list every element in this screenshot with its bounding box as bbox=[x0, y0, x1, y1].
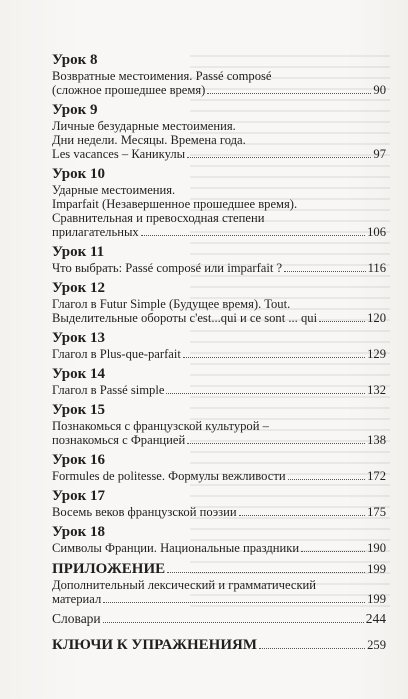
page-number: 97 bbox=[373, 147, 386, 161]
leader-dots bbox=[183, 357, 365, 358]
lesson-entry bbox=[52, 280, 386, 325]
toc-entry-line bbox=[52, 541, 386, 555]
leader-dots bbox=[103, 622, 364, 623]
lesson-title: Урок 16 bbox=[52, 452, 106, 468]
leader-dots bbox=[284, 271, 365, 272]
appendix-heading bbox=[52, 560, 386, 578]
appendix-title: ПРИЛОЖЕНИЕ bbox=[52, 561, 166, 577]
leader-dots bbox=[301, 551, 365, 552]
page-number: 190 bbox=[367, 541, 386, 555]
lesson-title: Урок 12 bbox=[52, 280, 106, 296]
lesson-title: Урок 9 bbox=[52, 102, 98, 118]
dictionaries-entry bbox=[52, 612, 386, 626]
leader-dots bbox=[259, 648, 365, 649]
toc-entry-line bbox=[52, 83, 386, 97]
toc-entry-line bbox=[52, 183, 386, 197]
toc-entry-line bbox=[52, 225, 386, 239]
page-number: 244 bbox=[365, 611, 386, 626]
lesson-entry bbox=[52, 52, 386, 97]
lesson-title: Урок 18 bbox=[52, 524, 106, 540]
page-number: 172 bbox=[367, 469, 386, 483]
lesson-entry bbox=[52, 488, 386, 519]
leader-dots bbox=[167, 572, 365, 573]
page-number: 90 bbox=[373, 83, 386, 97]
leader-dots bbox=[239, 515, 365, 516]
lesson-title: Урок 15 bbox=[52, 402, 106, 418]
answer-keys-title: КЛЮЧИ К УПРАЖНЕНИЯМ bbox=[52, 637, 258, 653]
toc-entry-line bbox=[52, 147, 386, 161]
lesson-entry bbox=[52, 402, 386, 447]
toc-entry-text: Les vacances – Каникулы bbox=[52, 147, 186, 161]
toc-entry-line bbox=[52, 119, 386, 133]
lesson-title: Урок 8 bbox=[52, 52, 98, 68]
toc-entry-text: Глагол в Passé simple bbox=[52, 383, 165, 397]
toc-entry-text: Что выбрать: Passé composé или imparfait ? bbox=[52, 261, 283, 275]
toc-entry-text: прилагательных bbox=[52, 225, 139, 239]
leader-dots bbox=[166, 393, 365, 394]
page-number: 259 bbox=[367, 638, 386, 652]
toc-entry-line bbox=[52, 433, 386, 447]
toc-entry-text: Ударные местоимения. bbox=[52, 183, 176, 197]
leader-dots bbox=[187, 157, 371, 158]
lesson-entry bbox=[52, 524, 386, 555]
leader-dots bbox=[103, 602, 365, 603]
toc-entry-text: познакомься с Францией bbox=[52, 433, 186, 447]
page-number: 175 bbox=[367, 505, 386, 519]
page-number: 199 bbox=[367, 592, 386, 606]
lesson-entry bbox=[52, 452, 386, 483]
page-number: 106 bbox=[367, 225, 386, 239]
page-number: 120 bbox=[367, 311, 386, 325]
lesson-entry bbox=[52, 244, 386, 275]
page-number: 116 bbox=[367, 261, 386, 275]
lesson-title: Урок 14 bbox=[52, 366, 106, 382]
toc-entry-text: Глагол в Futur Simple (Будущее время). Tout. bbox=[52, 297, 291, 311]
toc-entry-text: Formules de politesse. Формулы вежливости bbox=[52, 469, 286, 483]
toc-entry-line bbox=[52, 578, 386, 592]
toc-entry-line bbox=[52, 211, 386, 225]
leader-dots bbox=[319, 321, 365, 322]
toc-entry-line bbox=[52, 383, 386, 397]
leader-dots bbox=[141, 235, 365, 236]
leader-dots bbox=[288, 479, 366, 480]
toc-entry-text: Сравнительная и превосходная степени bbox=[52, 211, 265, 225]
toc-entry-line bbox=[52, 419, 386, 433]
table-of-contents bbox=[52, 52, 386, 654]
lesson-entry bbox=[52, 166, 386, 239]
toc-entry-line bbox=[52, 592, 386, 606]
toc-entry-text: Дни недели. Месяцы. Времена года. bbox=[52, 133, 246, 147]
toc-entry-text: Символы Франции. Национальные праздники bbox=[52, 541, 300, 555]
toc-entry-text: материал bbox=[52, 592, 102, 606]
toc-entry-line bbox=[52, 133, 386, 147]
appendix-entry bbox=[52, 560, 386, 606]
toc-entry-text: (сложное прошедшее время) bbox=[52, 83, 206, 97]
page-number: 132 bbox=[367, 383, 386, 397]
toc-entry-line bbox=[52, 505, 386, 519]
toc-entry-line bbox=[52, 197, 386, 211]
answer-keys-entry bbox=[52, 636, 386, 654]
lesson-title: Урок 17 bbox=[52, 488, 106, 504]
toc-entry-line bbox=[52, 261, 386, 275]
page-number: 129 bbox=[367, 347, 386, 361]
toc-entry-text: Познакомься с французской культурой – bbox=[52, 419, 269, 433]
toc-entry-text: Глагол в Plus-que-parfait bbox=[52, 347, 181, 361]
lesson-title: Урок 11 bbox=[52, 244, 105, 260]
toc-entry-text: Личные безударные местоимения. bbox=[52, 119, 236, 133]
toc-entry-line bbox=[52, 311, 386, 325]
leader-dots bbox=[207, 93, 371, 94]
toc-entry-text: Возвратные местоимения. Passé composé bbox=[52, 69, 272, 83]
lesson-title: Урок 13 bbox=[52, 330, 106, 346]
page-number: 138 bbox=[367, 433, 386, 447]
lesson-title: Урок 10 bbox=[52, 166, 106, 182]
toc-entry-text: Imparfait (Незавершенное прошедшее время). bbox=[52, 197, 298, 211]
toc-entry-line bbox=[52, 469, 386, 483]
lesson-entry bbox=[52, 366, 386, 397]
toc-entry-text: Словари bbox=[52, 612, 101, 626]
toc-entry-text: Дополнительный лексический и грамматический bbox=[52, 578, 317, 592]
toc-entry-text: Восемь веков французской поэзии bbox=[52, 505, 237, 519]
toc-entry-line bbox=[52, 69, 386, 83]
toc-entry-line bbox=[52, 297, 386, 311]
leader-dots bbox=[187, 443, 365, 444]
lesson-entry bbox=[52, 330, 386, 361]
lesson-entry bbox=[52, 102, 386, 161]
toc-entry-line bbox=[52, 347, 386, 361]
page-number: 199 bbox=[367, 562, 386, 576]
toc-entry-text: Выделительные обороты c'est...qui и ce sont ... qui bbox=[52, 311, 318, 325]
